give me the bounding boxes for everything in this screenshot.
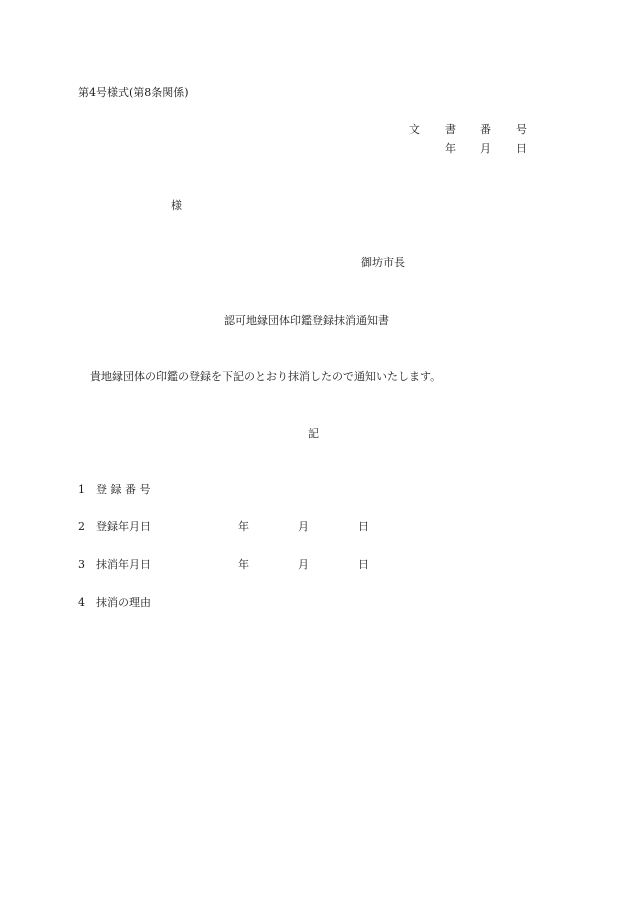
addressee-honorific: 様 bbox=[171, 199, 182, 212]
document-title: 認可地縁団体印鑑登録抹消通知書 bbox=[224, 314, 389, 327]
form-reference: 第4号様式(第8条関係) bbox=[78, 86, 189, 99]
day-label: 日 bbox=[358, 520, 369, 533]
item-number: 4 bbox=[78, 596, 85, 609]
date-month-label: 月 bbox=[480, 142, 491, 155]
date-day-label: 日 bbox=[516, 142, 527, 155]
item-number: 1 bbox=[78, 483, 85, 496]
item-number: 3 bbox=[78, 558, 85, 571]
date-year-label: 年 bbox=[445, 142, 456, 155]
item-number: 2 bbox=[78, 520, 85, 533]
ki-heading: 記 bbox=[308, 427, 319, 440]
doc-number-char: 番 bbox=[480, 123, 491, 136]
year-label: 年 bbox=[238, 520, 249, 533]
month-label: 月 bbox=[298, 520, 309, 533]
item-label: 抹消の理由 bbox=[96, 596, 151, 609]
doc-number-char: 号 bbox=[516, 123, 527, 136]
body-text: 貴地縁団体の印鑑の登録を下記のとおり抹消したので通知いたします。 bbox=[90, 370, 442, 383]
day-label: 日 bbox=[358, 558, 369, 571]
month-label: 月 bbox=[298, 558, 309, 571]
doc-number-char: 書 bbox=[445, 123, 456, 136]
doc-number-char: 文 bbox=[409, 123, 420, 136]
item-label: 登録年月日 bbox=[96, 520, 151, 533]
item-label: 登 録 番 号 bbox=[96, 483, 151, 496]
item-label: 抹消年月日 bbox=[96, 558, 151, 571]
sender-name: 御坊市長 bbox=[361, 256, 405, 269]
year-label: 年 bbox=[238, 558, 249, 571]
